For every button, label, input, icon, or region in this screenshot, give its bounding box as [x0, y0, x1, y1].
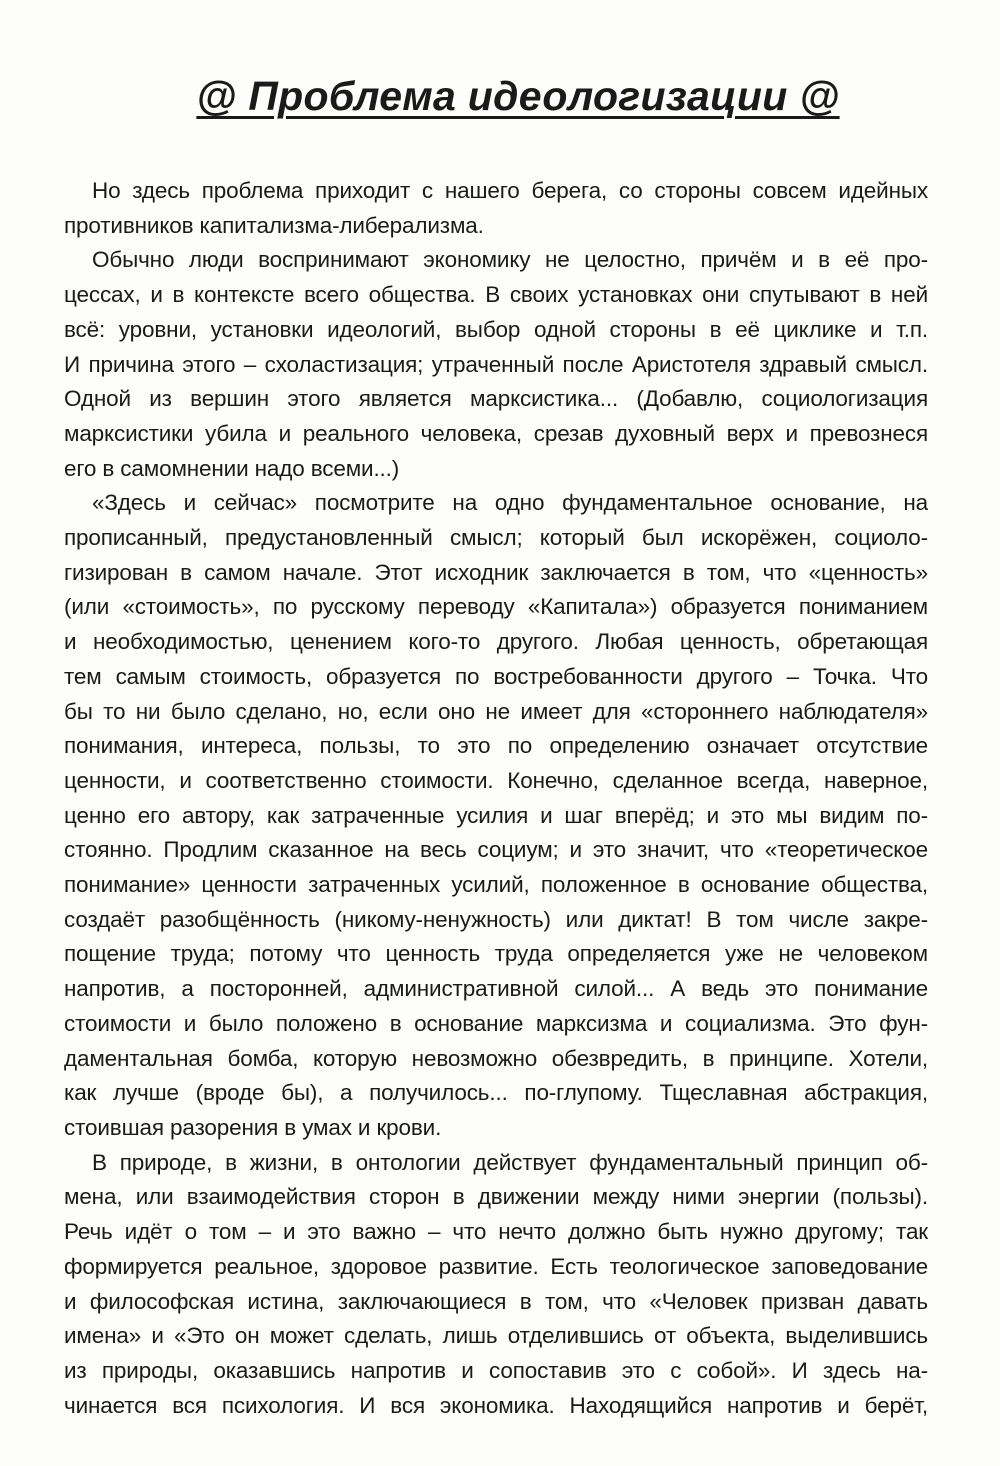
- text-line: мена, или взаимодействия сторон в движении между ними энергии (пользы).: [64, 1184, 928, 1210]
- text-line: понимания, интереса, пользы, то это по определению означает отсутствие: [64, 733, 928, 759]
- text-line: И причина этого – схоластизация; утраченный после Аристотеля здравый смысл.: [64, 351, 928, 377]
- text-line: бы то ни было сделано, но, если оно не имеет для «стороннего наблюдателя»: [64, 698, 928, 724]
- page-title: @ Проблема идеологизации @: [196, 73, 840, 119]
- text-line: Обычно люди воспринимают экономику не целостно, причём и в её про-: [92, 247, 928, 273]
- text-line: стоимости и было положено в основание марксизма и социализма. Это фун-: [64, 1010, 928, 1036]
- text-line: чинается вся психология. И вся экономика. Находящийся напротив и берёт,: [64, 1392, 928, 1418]
- text-line: противников капитализма-либерализма.: [64, 212, 484, 238]
- text-line: имена» и «Это он может сделать, лишь отделившись от объекта, выделившись: [64, 1323, 928, 1349]
- text-line: пощение труда; потому что ценность труда определяется уже не человеком: [64, 941, 928, 967]
- text-line: формируется реальное, здоровое развитие. Есть теологическое заповедование: [64, 1253, 928, 1279]
- text-line: стоянно. Продлим сказанное на весь социум; и это значит, что «теоретическое: [64, 837, 928, 863]
- text-line: и философская истина, заключающиеся в том, что «Человек призван давать: [64, 1288, 928, 1314]
- text-line: ценно его автору, как затраченные усилия и шаг вперёд; и это мы видим по-: [64, 802, 928, 828]
- text-line: из природы, оказавшись напротив и сопоставив это с собой». И здесь на-: [64, 1357, 928, 1383]
- text-line: Одной из вершин этого является марксистика... (Добавлю, социологизация: [64, 386, 928, 412]
- text-line: Но здесь проблема приходит с нашего берега, со стороны совсем идейных: [92, 178, 928, 203]
- body-text: [64, 174, 928, 1423]
- text-line: гизирован в самом начале. Этот исходник заключается в том, что «ценность»: [64, 559, 928, 585]
- text-line: Речь идёт о том – и это важно – что нечто должно быть нужно другому; так: [64, 1219, 928, 1245]
- text-line: тем самым стоимость, образуется по востребованности другого – Точка. Что: [64, 663, 928, 689]
- paragraph-2: [64, 243, 928, 486]
- text-line: понимание» ценности затраченных усилий, положенное в основание общества,: [64, 872, 928, 898]
- paragraph-3: [64, 486, 928, 1145]
- text-line: напротив, а посторонней, административной силой... А ведь это понимание: [64, 976, 928, 1002]
- text-line: (или «стоимость», по русскому переводу «Капитала») образуется пониманием: [64, 594, 928, 620]
- text-line: создаёт разобщённость (никому-ненужность) или диктат! В том числе закре-: [64, 906, 928, 932]
- paragraph-1: [64, 174, 928, 243]
- paragraph-4: [64, 1146, 928, 1424]
- text-line: ценности, и соответственно стоимости. Конечно, сделанное всегда, наверное,: [64, 767, 928, 793]
- text-line: стоившая разорения в умах и крови.: [64, 1114, 442, 1140]
- text-line: как лучше (вроде бы), а получилось... по-глупому. Тщеславная абстракция,: [64, 1080, 928, 1106]
- text-line: прописанный, предустановленный смысл; который был искорёжен, социоло-: [64, 525, 928, 551]
- text-line: даментальная бомба, которую невозможно обезвредить, в принципе. Хотели,: [64, 1045, 928, 1071]
- text-line: и необходимостью, ценением кого-то другого. Любая ценность, обретающая: [64, 629, 928, 655]
- text-line: всё: уровни, установки идеологий, выбор одной стороны в её циклике и т.п.: [64, 316, 928, 342]
- text-line: его в самомнении надо всеми...): [64, 455, 400, 481]
- text-line: В природе, в жизни, в онтологии действует фундаментальный принцип об-: [92, 1149, 928, 1175]
- text-line: «Здесь и сейчас» посмотрите на одно фундаментальное основание, на: [92, 490, 928, 516]
- text-line: цессах, и в контексте всего общества. В своих установках они спутывают в ней: [64, 282, 928, 308]
- text-line: марксистики убила и реального человека, срезав духовный верх и превознеся: [64, 420, 928, 446]
